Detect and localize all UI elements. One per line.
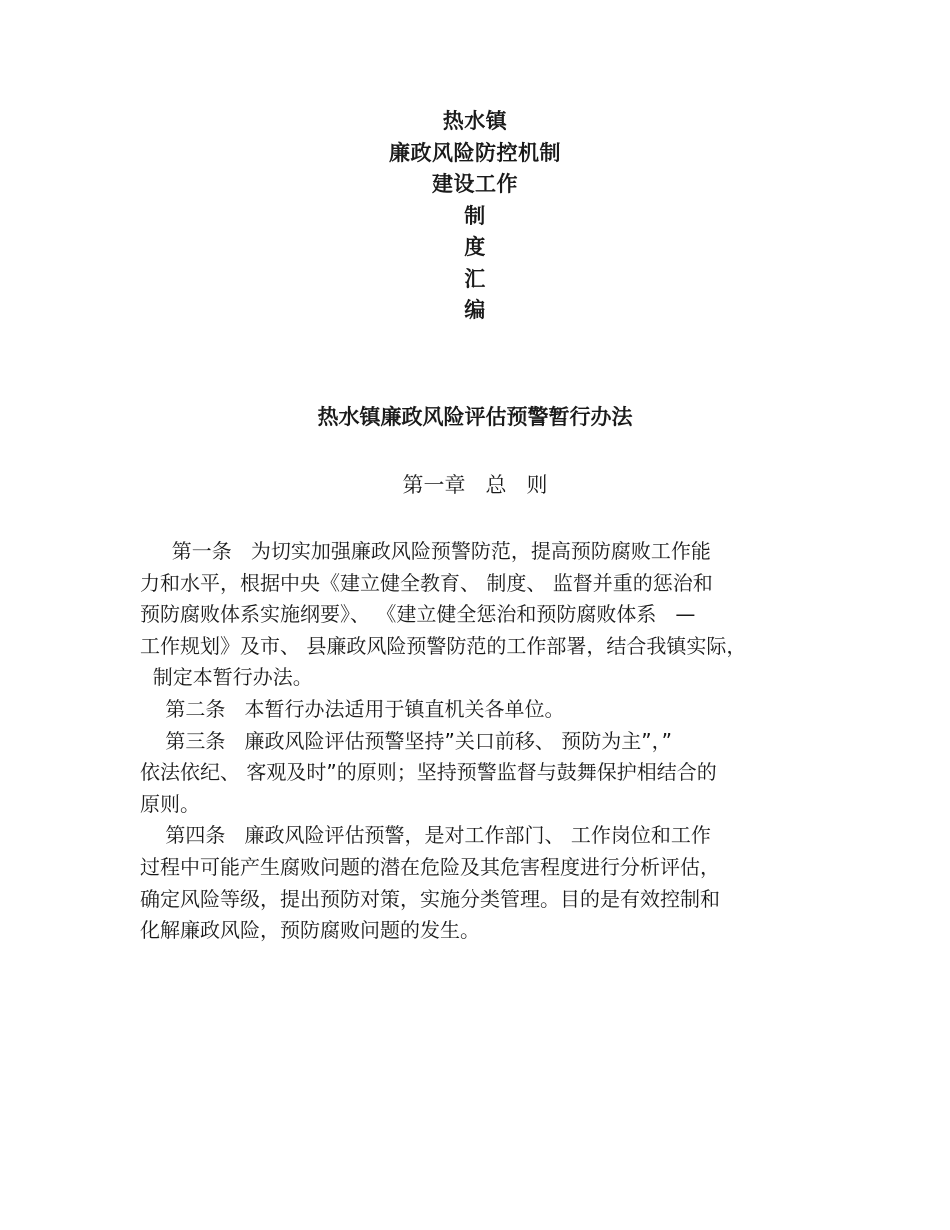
document-body — [140, 536, 820, 947]
cover-title-block — [0, 106, 950, 327]
body-text-line: 制定本暂行办法。 — [140, 665, 313, 690]
body-text-line: 工作规划》及市、 县廉政风险预警防范的工作部署，结合我镇实际， — [140, 633, 747, 658]
body-text-line: 化解廉政风险，预防腐败问题的发生。 — [140, 918, 480, 943]
cover-title-line: 汇 — [464, 266, 486, 291]
chapter-name-part: 则 — [526, 473, 548, 497]
cover-title-line: 热水镇 — [442, 109, 508, 133]
body-text-line: 第三条 廉政风险评估预警坚持”关口前移、 预防为主”，” — [140, 728, 672, 753]
cover-title-line: 廉政风险防控机制 — [389, 140, 561, 165]
body-text-line: 确定风险等级，提出预防对策，实施分类管理。目的是有效控制和 — [140, 886, 720, 911]
cover-title-line: 编 — [464, 298, 486, 322]
body-text-line: 依法依纪、 客观及时”的原则；坚持预警监督与鼓舞保护相结合的 — [140, 760, 717, 785]
cover-title-line: 制 — [464, 203, 486, 228]
body-text-line: 力和水平，根据中央《建立健全教育、 制度、 监督并重的惩治和 — [140, 570, 713, 595]
body-text-line: 第二条 本暂行办法适用于镇直机关各单位。 — [140, 696, 565, 721]
body-text-line: 过程中可能产生腐败问题的潜在危险及其危害程度进行分析评估， — [140, 854, 720, 879]
cover-title-line: 建设工作 — [432, 172, 518, 196]
chapter-number: 第一章 — [402, 473, 466, 497]
body-text-line: 原则。 — [140, 791, 200, 816]
chapter-heading — [0, 469, 950, 501]
cover-title-line: 度 — [464, 235, 486, 259]
chapter-name-part: 总 — [485, 473, 507, 497]
document-title: 热水镇廉政风险评估预警暂行办法 — [317, 405, 633, 429]
body-text-line: 第四条 廉政风险评估预警，是对工作部门、 工作岗位和工作 — [140, 823, 711, 848]
body-text-line: 第一条 为切实加强廉政风险预警防范，提高预防腐败工作能 — [140, 539, 711, 563]
body-text-line: 预防腐败体系实施纲要》、 《建立健全惩治和预防腐败体系 — — [140, 602, 696, 627]
